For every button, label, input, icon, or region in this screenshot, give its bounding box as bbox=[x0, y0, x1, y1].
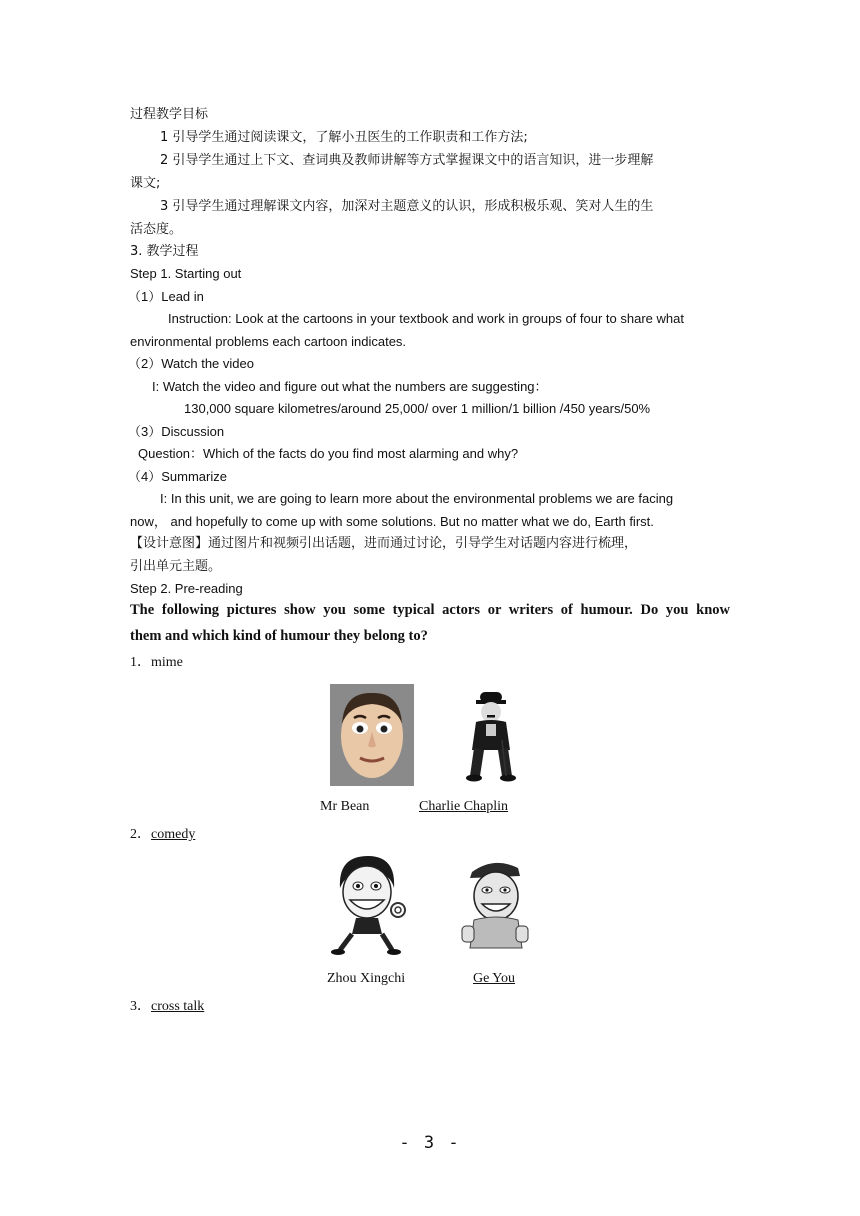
item-number: 2． bbox=[130, 827, 151, 842]
design-intent-line-1: 【设计意图】通过图片和视频引出话题，进而通过讨论，引导学生对话题内容进行梳理， bbox=[130, 536, 638, 551]
caption-ge-you: Ge You bbox=[473, 971, 516, 986]
item-1 bbox=[130, 654, 183, 672]
item-number: 3． bbox=[130, 999, 151, 1014]
pre-reading-question-line-2: them and which kind of humour they belong to? bbox=[130, 628, 428, 644]
summarize: （4）Summarize bbox=[128, 469, 227, 484]
mr-bean-photo bbox=[330, 684, 414, 786]
charlie-chaplin-photo bbox=[466, 690, 516, 784]
summary-line-2: now， and hopefully to come up with some solutions. But no matter what we do, Earth first. bbox=[130, 514, 654, 529]
design-intent-line-2: 引出单元主题。 bbox=[130, 559, 222, 574]
pre-reading-question-line-1: The following pictures show you some typical actors or writers of humour. Do you know bbox=[130, 602, 730, 618]
zhou-xingchi-caricature bbox=[330, 852, 410, 956]
goal-2-line-1: 2 引导学生通过上下文、查词典及教师讲解等方式掌握课文中的语言知识，进一步理解 bbox=[160, 153, 654, 168]
step1-title: Step 1. Starting out bbox=[130, 266, 242, 281]
instruction-line-1: Instruction: Look at the cartoons in your textbook and work in groups of four to share what bbox=[168, 311, 684, 326]
goal-3-line-2: 活态度。 bbox=[130, 222, 183, 237]
step2-title: Step 2. Pre-reading bbox=[130, 581, 243, 596]
item-label: comedy bbox=[151, 827, 196, 842]
goals-heading: 过程教学目标 bbox=[130, 107, 209, 122]
caption-charlie-chaplin: Charlie Chaplin bbox=[419, 799, 509, 814]
numbers-line: 130,000 square kilometres/around 25,000/ over 1 million/1 billion /450 years/50% bbox=[184, 401, 651, 416]
caption-mr-bean: Mr Bean bbox=[320, 799, 370, 814]
goal-2-line-2: 课文; bbox=[130, 176, 161, 191]
ge-you-caricature bbox=[456, 856, 534, 956]
page-number: - 3 - bbox=[399, 1133, 461, 1153]
goal-3-line-1: 3 引导学生通过理解课文内容，加深对主题意义的认识，形成积极乐观、笑对人生的生 bbox=[160, 199, 654, 214]
instruction-line-2: environmental problems each cartoon indicates. bbox=[130, 334, 407, 349]
summary-line-1: I: In this unit, we are going to learn more about the environmental problems we are facing bbox=[160, 491, 674, 506]
goal-1: 1 引导学生通过阅读课文，了解小丑医生的工作职责和工作方法; bbox=[160, 130, 528, 145]
caption-zhou-xingchi: Zhou Xingchi bbox=[327, 971, 406, 986]
watch-instruction: I: Watch the video and figure out what the numbers are suggesting： bbox=[152, 379, 548, 394]
item-3 bbox=[130, 998, 204, 1016]
process-heading: 3. 教学过程 bbox=[130, 244, 199, 259]
discussion: （3）Discussion bbox=[128, 424, 225, 439]
lead-in: （1）Lead in bbox=[128, 289, 204, 304]
item-label: mime bbox=[151, 655, 183, 670]
item-2 bbox=[130, 826, 195, 844]
item-label: cross talk bbox=[151, 999, 205, 1014]
watch-video: （2）Watch the video bbox=[128, 356, 254, 371]
question: Question：Which of the facts do you find most alarming and why? bbox=[138, 446, 519, 461]
item-number: 1． bbox=[130, 655, 151, 670]
